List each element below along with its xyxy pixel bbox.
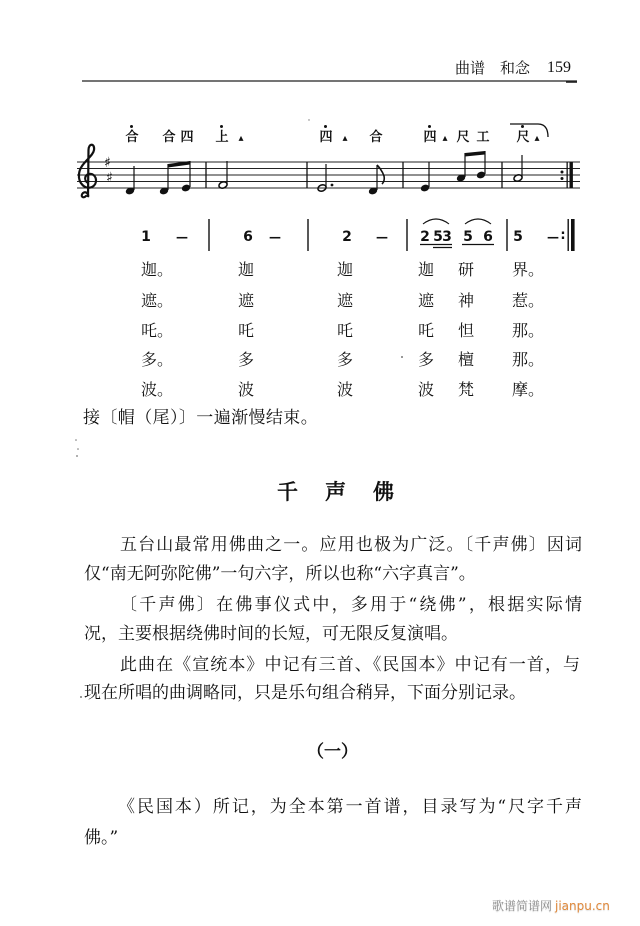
lyric-cell: 惹。: [512, 291, 545, 310]
triangle-mark-icon: ▴: [442, 133, 448, 144]
jianpu-note: 6: [483, 229, 493, 245]
lyric-cell: 吒。: [141, 321, 174, 340]
gongche-char: 四: [319, 131, 333, 144]
header-chapter: 和念: [500, 59, 531, 77]
paragraph-line: 〔千声佛〕在佛事仪式中，多用于“绕佛”，根据实际情: [120, 595, 582, 615]
lyric-cell: 檀: [458, 350, 475, 369]
page-number: 159: [547, 59, 571, 76]
lyric-cell: 多。: [141, 350, 174, 369]
lyric-cell: 遮: [418, 291, 435, 310]
triangle-mark-icon: ▴: [342, 133, 348, 144]
subsection-title: （一）: [307, 742, 358, 762]
lyric-cell: 波: [337, 380, 354, 399]
measure-1-notes: [125, 161, 191, 195]
octave-dot-icon: [428, 125, 431, 128]
lyric-cell: 那。: [512, 350, 545, 369]
lyric-cell: 遮。: [141, 291, 174, 310]
lyric-cell: 多: [238, 350, 255, 369]
jianpu-note: 5: [513, 229, 523, 245]
jianpu-note: 2: [420, 229, 430, 245]
lyric-cell: 迦。: [141, 260, 174, 279]
measure-4-notes: [420, 151, 486, 192]
gongche-char: 合: [162, 130, 176, 145]
staff: [77, 162, 580, 188]
paragraph-line: 此曲在《宣统本》中记有三首、《民国本》中记有一首，与: [120, 655, 580, 675]
jianpu-note: 3: [442, 229, 452, 245]
triangle-mark-icon: ▴: [238, 133, 244, 144]
watermark: [492, 900, 610, 913]
treble-clef-icon: [79, 145, 96, 197]
gongche-char: 合: [369, 130, 383, 145]
gongche-char: 尺: [456, 130, 470, 145]
lyric-cell: 波。: [141, 380, 174, 399]
performance-instruction: 接〔帽（尾）〕一遍渐慢结束。: [83, 408, 319, 428]
gongche-char: 合: [125, 131, 139, 144]
gongche-char: 工: [476, 130, 490, 145]
lyric-cell: 多: [337, 350, 354, 369]
jianpu-repeat-dots: :: [560, 228, 566, 243]
paragraph-line: 五台山最常用佛曲之一。应用也极为广泛。〔千声佛〕因词: [120, 535, 582, 555]
octave-dot-icon: [324, 125, 327, 128]
lyric-cell: 吒: [337, 321, 354, 340]
jianpu-dash: —: [376, 230, 388, 244]
lyric-cell: 波: [238, 380, 255, 399]
watermark-domain: jianpu.cn: [555, 899, 610, 913]
lyric-cell: 迦: [238, 260, 255, 279]
lyric-cell: 摩。: [512, 380, 545, 399]
jianpu-dash: —: [176, 230, 188, 244]
lyric-cell: 梵: [458, 380, 475, 399]
jianpu-dash: —: [269, 230, 281, 244]
lyric-cell: 那。: [512, 321, 545, 340]
triangle-mark-icon: ▴: [534, 133, 540, 144]
jianpu-note: 6: [243, 229, 253, 245]
lyric-cell: 遮: [337, 291, 354, 310]
gongche-char: 四: [423, 131, 437, 144]
lyric-cell: 迦: [337, 260, 354, 279]
paragraph-line: 现在所唱的曲调略同，只是乐句组合稍异，下面分别记录。: [84, 683, 526, 703]
jianpu-slurs: [423, 219, 491, 224]
section-title: 千声佛: [277, 480, 421, 504]
jianpu-dash: —: [547, 230, 559, 244]
jianpu-note: 5: [463, 229, 473, 245]
lyric-cell: 怛: [458, 321, 475, 340]
lyric-cell: 遮: [238, 291, 255, 310]
lyric-cell: 吒: [418, 321, 435, 340]
gongche-char: 尺: [516, 131, 530, 144]
jianpu-note: 5: [433, 229, 443, 245]
paragraph-line: 仅“南无阿弥陀佛”一句六字，所以也称“六字真言”。: [84, 564, 476, 584]
octave-dot-icon: [521, 125, 524, 128]
paragraph-line: 佛。”: [84, 828, 119, 848]
lyric-cell: 吒: [238, 321, 255, 340]
lyric-cell: 神: [458, 291, 475, 310]
lyric-cell: 界。: [512, 260, 545, 279]
gongche-char: 四: [180, 130, 194, 145]
sharp-icon: ♯: [104, 155, 111, 171]
jianpu-note: 1: [141, 229, 151, 245]
lyric-cell: 迦: [418, 260, 435, 279]
lyric-cell: 波: [418, 380, 435, 399]
jianpu-repeat-end: [568, 219, 575, 251]
octave-dot-icon: [130, 125, 133, 128]
sharp-icon: ♯: [106, 170, 113, 186]
lyric-cell: 多: [418, 350, 435, 369]
paragraph-line: 况，主要根据绕佛时间的长短，可无限反复演唱。: [84, 624, 458, 644]
gongche-char: 上: [215, 131, 229, 144]
lyric-cell: 研: [458, 260, 475, 279]
watermark-site-name: 歌谱简谱网: [492, 899, 553, 913]
octave-dot-icon: [220, 125, 223, 128]
paragraph-line: 《民国本）所记，为全本第一首谱，目录写为“尺字千声: [118, 797, 582, 817]
header-book-section: 曲谱: [455, 59, 486, 77]
jianpu-note: 2: [342, 229, 352, 245]
